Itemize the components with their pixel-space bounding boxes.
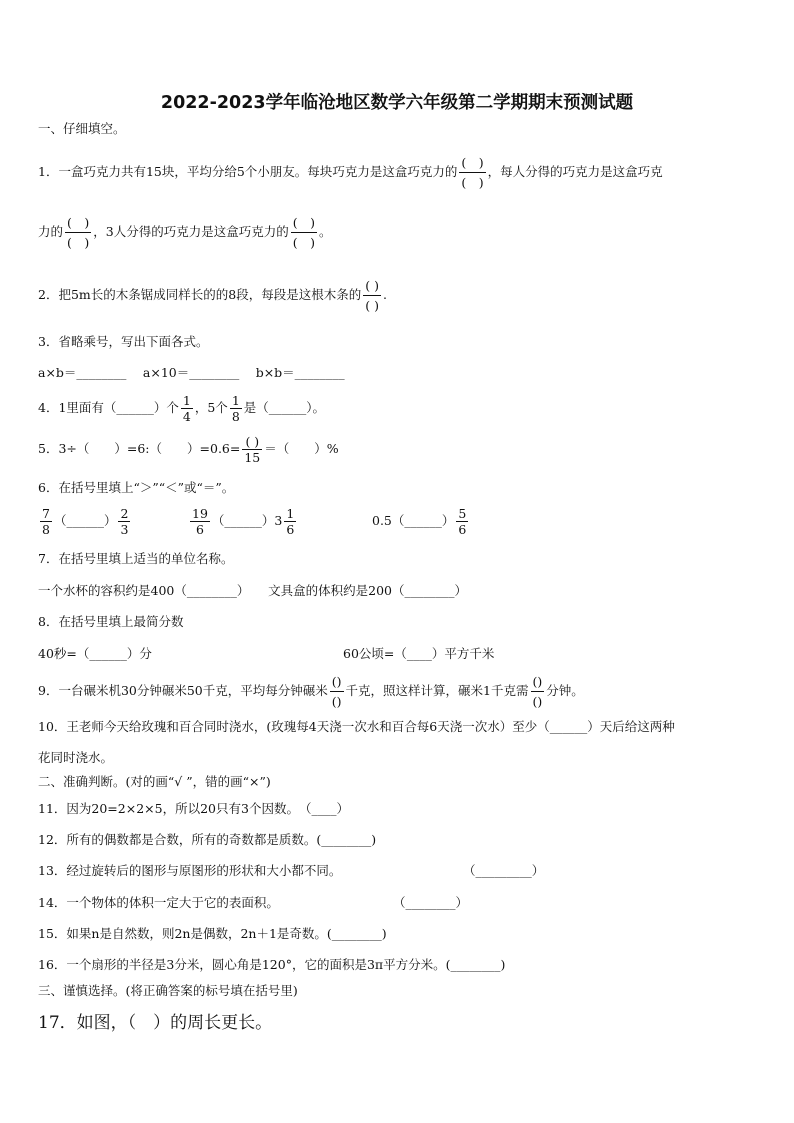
question-14-answer: （________） [393, 895, 469, 910]
question-1-line-2: 力的 $\frac{( )}{( )}$ ，3人分得的巧克力是这盒巧克力的 $\frac{( )}{( )}$ 。 [38, 215, 332, 250]
question-16: 16．一个扇形的半径是3分米，圆心角是120°，它的面积是3π平方分米。(________) [38, 957, 506, 972]
section-3-heading: 三、谨慎选择。(将正确答案的标号填在括号里) [38, 983, 298, 998]
question-1-line-1: 1．一盒巧克力共有15块，平均分给5个小朋友。每块巧克力是这盒巧克力的 $\frac{( )}{( )}$ ，每人分得的巧克力是这盒巧克 [38, 155, 663, 190]
question-14: 14．一个物体的体积一定大于它的表面积。 [38, 895, 279, 910]
blank-fraction[interactable]: $\frac{( )}{( )}$ [292, 215, 316, 250]
question-5: 5．3÷（ ）=6:（ ）=0.6= $\frac{( )}{15}$ ＝（ ）% [38, 434, 339, 465]
question-8-answer-1: 40秒=（______）分 [38, 646, 152, 661]
blank-fraction[interactable]: $\frac{( )}{( )}$ [67, 215, 90, 250]
question-8-answer-2: 60公顷=（____）平方千米 [343, 646, 495, 661]
question-6-item-2: $\frac{19}{6}$ （______）3 $\frac{1}{6}$ [192, 506, 295, 537]
question-7: 7．在括号里填上适当的单位名称。 [38, 551, 234, 566]
question-4: 4．1里面有（______）个 $\frac{1}{4}$ ，5个 $\frac{1}{8}$ 是（______）。 [38, 393, 326, 424]
question-10-line-2: 花同时浇水。 [38, 750, 114, 765]
question-8: 8．在括号里填上最简分数 [38, 614, 184, 629]
question-6: 6．在括号里填上“＞”“＜”或“＝”。 [38, 480, 235, 495]
blank-fraction[interactable]: $\frac{( )}{( )}$ [461, 155, 484, 190]
question-10-line-1: 10．王老师今天给玫瑰和百合同时浇水，(玫瑰每4天浇一次水和百合每6天浇一次水）至少（______）天后给这两种 [38, 719, 675, 734]
blank-fraction[interactable]: $\frac{( )}{( )}$ [365, 278, 379, 313]
question-6-item-3: 0.5（______） $\frac{5}{6}$ [372, 506, 467, 537]
section-1-heading: 一、仔细填空。 [38, 121, 126, 136]
question-9: 9．一台碾米机30分钟碾米50千克，平均每分钟碾米 $\frac{()}{()}$ 千克，照这样计算，碾米1千克需 $\frac{()}{()}$ 分钟。 [38, 674, 584, 709]
blank-fraction[interactable]: $\frac{()}{()}$ [331, 674, 342, 709]
question-15: 15．如果n是自然数，则2n是偶数，2n＋1是奇数。(________) [38, 926, 387, 941]
question-3-answers: a×b＝________ a×10＝________ b×b＝________ [38, 365, 345, 380]
page-title: 2022-2023学年临沧地区数学六年级第二学期期末预测试题 [160, 93, 634, 113]
question-2: 2．把5m长的木条锯成同样长的的8段，每段是这根木条的 $\frac{( )}{( )}$ . [38, 278, 387, 313]
question-13: 13．经过旋转后的图形与原图形的形状和大小都不同。 [38, 863, 342, 878]
blank-fraction[interactable]: $\frac{()}{()}$ [532, 674, 543, 709]
question-13-answer: （_________） [463, 863, 545, 878]
question-6-item-1: $\frac{7}{8}$ （______） $\frac{2}{3}$ [42, 506, 129, 537]
blank-fraction[interactable]: $\frac{( )}{15}$ [244, 434, 261, 465]
question-11: 11．因为20=2×2×5，所以20只有3个因数。 （____） [38, 801, 349, 816]
section-2-heading: 二、准确判断。(对的画“√ ”，错的画“×”) [38, 774, 271, 789]
question-3: 3．省略乘号，写出下面各式。 [38, 334, 209, 349]
question-17: 17．如图，（ ）的周长更长。 [38, 1013, 273, 1033]
question-7-answers: 一个水杯的容积约是400（________） 文具盒的体积约是200（________） [38, 583, 467, 598]
question-12: 12．所有的偶数都是合数，所有的奇数都是质数。(________) [38, 832, 377, 847]
